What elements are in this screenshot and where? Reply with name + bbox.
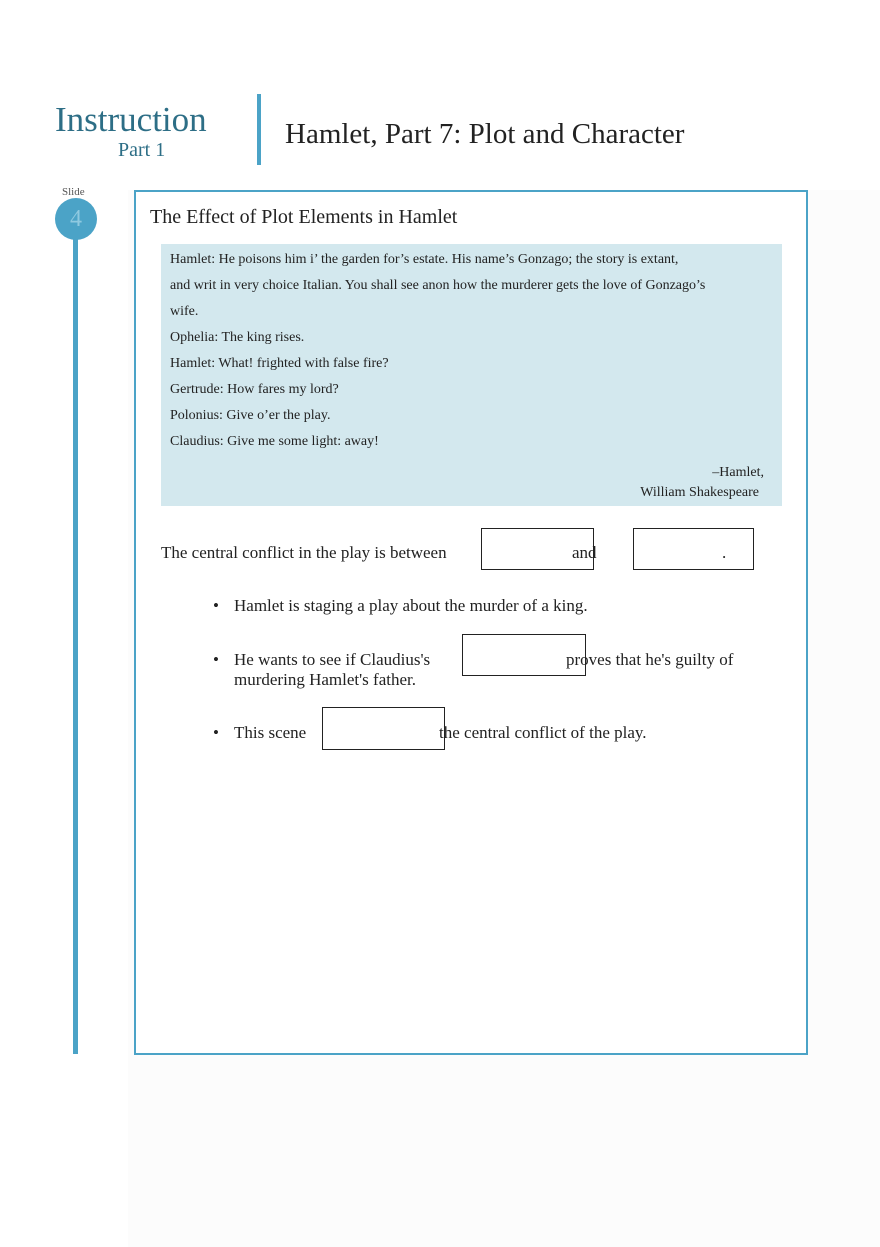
slide-rail [73, 236, 78, 1054]
slide-number-badge: 4 [55, 198, 97, 240]
conflict-conjunction: and [572, 543, 597, 562]
quote-line: and writ in very choice Italian. You shall see anon how the murderer gets the love of Gonzago’s [170, 278, 706, 293]
section-part-label: Part 1 [118, 139, 166, 161]
quote-attribution-work: –Hamlet, [712, 465, 764, 480]
bullet-2-text-line2: murdering Hamlet's father. [234, 670, 416, 689]
bullet-marker: • [213, 596, 219, 615]
bullet-3-text-before: This scene [234, 723, 307, 742]
header-divider [257, 94, 261, 165]
quote-attribution-author: William Shakespeare [640, 485, 759, 500]
bullet-3-blank[interactable] [322, 707, 445, 750]
slide-label: Slide [62, 186, 85, 198]
quote-line: Hamlet: He poisons him i’ the garden for’s estate. His name’s Gonzago; the story is extant, [170, 252, 679, 267]
quote-line: Polonius: Give o’er the play. [170, 408, 331, 423]
bullet-marker: • [213, 650, 219, 669]
quote-line: Claudius: Give me some light: away! [170, 434, 379, 449]
slide-title: The Effect of Plot Elements in Hamlet [150, 206, 458, 228]
conflict-blank-2[interactable] [633, 528, 754, 570]
bullet-marker: • [213, 723, 219, 742]
quote-line: wife. [170, 304, 199, 319]
bullet-3-text-after: the central conflict of the play. [439, 723, 647, 742]
quote-text [170, 247, 770, 455]
conflict-prefix: The central conflict in the play is between [161, 543, 447, 562]
bullet-1-text: Hamlet is staging a play about the murder of a king. [234, 596, 588, 615]
quote-line: Gertrude: How fares my lord? [170, 382, 339, 397]
conflict-suffix: . [722, 543, 727, 562]
quote-line: Hamlet: What! frighted with false fire? [170, 356, 389, 371]
page-title: Hamlet, Part 7: Plot and Character [285, 118, 685, 150]
section-heading: Instruction [55, 100, 207, 139]
bullet-2-text-before: He wants to see if Claudius's [234, 650, 431, 669]
quote-line: Ophelia: The king rises. [170, 330, 305, 345]
bullet-2-text-after: proves that he's guilty of [566, 650, 734, 669]
